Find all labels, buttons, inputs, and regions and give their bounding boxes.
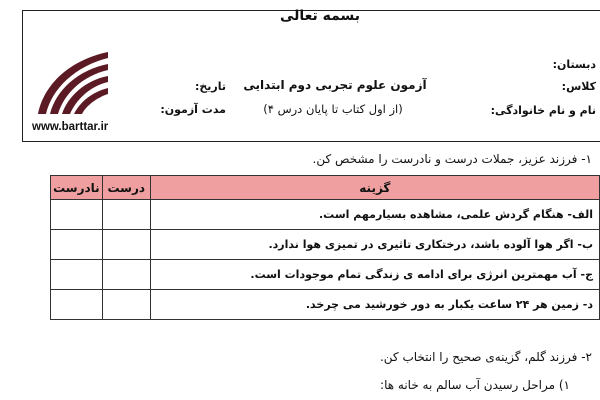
incorrect-cell[interactable]	[51, 260, 103, 290]
exam-title: آزمون علوم تجربی دوم ابتدایی	[243, 78, 427, 92]
website-url: www.barttar.ir	[32, 121, 109, 133]
date-label: تاریخ:	[194, 80, 226, 93]
column-correct: درست	[102, 176, 150, 200]
correct-cell[interactable]	[102, 290, 150, 320]
class-label: کلاس:	[561, 80, 596, 93]
correct-cell[interactable]	[102, 200, 150, 230]
table-row	[51, 230, 600, 260]
barttar-logo-icon	[30, 44, 110, 116]
table-header-row	[51, 176, 600, 200]
true-false-table	[50, 175, 600, 320]
table-row	[51, 290, 600, 320]
column-option: گزینه	[150, 176, 599, 200]
statement-a: الف- هنگام گردش علمی، مشاهده بسیارمهم است.	[150, 200, 599, 230]
header-title: بسمه تعالی	[279, 8, 361, 24]
statement-b: ب- اگر هوا آلوده باشد، درختکاری تاثیری در تمیزی هوا ندارد.	[150, 230, 599, 260]
correct-cell[interactable]	[102, 230, 150, 260]
name-label: نام و نام خانوادگی:	[490, 104, 596, 117]
section2-instruction: ۲- فرزند گلم، گزینه‌ی صحیح را انتخاب کن.	[379, 350, 592, 364]
incorrect-cell[interactable]	[51, 290, 103, 320]
exam-scope: (از اول کتاب تا پایان درس ۴)	[263, 102, 403, 116]
incorrect-cell[interactable]	[51, 200, 103, 230]
section2-item-1: ۱) مراحل رسیدن آب سالم به خانه ها:	[380, 378, 570, 392]
duration-label: مدت آزمون:	[160, 103, 226, 116]
correct-cell[interactable]	[102, 260, 150, 290]
column-incorrect: نادرست	[51, 176, 103, 200]
school-label: دبستان:	[552, 58, 596, 71]
incorrect-cell[interactable]	[51, 230, 103, 260]
statement-d: د- زمین هر ۲۴ ساعت یکبار به دور خورشید می چرخد.	[150, 290, 599, 320]
table-row	[51, 260, 600, 290]
table-row	[51, 200, 600, 230]
section1-instruction: ۱- فرزند عزیز، جملات درست و نادرست را مشخص کن.	[312, 152, 592, 166]
statement-c: ج- آب مهمترین انرژی برای ادامه ی زندگی تمام موجودات است.	[150, 260, 599, 290]
